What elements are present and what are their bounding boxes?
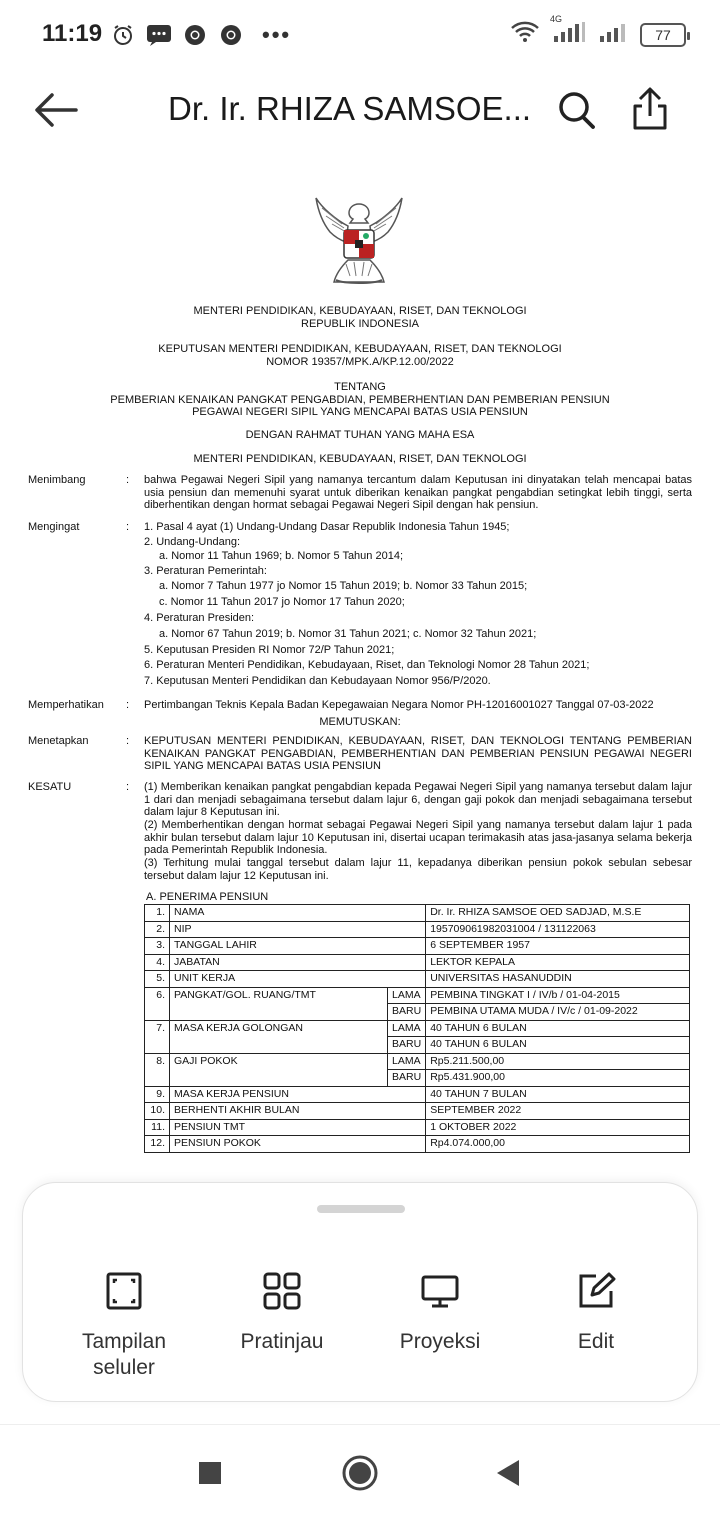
triangle-back-icon xyxy=(494,1458,522,1488)
subject-line-2: PEGAWAI NEGERI SIPIL YANG MENCAPAI BATAS USIA PENSIUN xyxy=(192,406,528,418)
row-value: SEPTEMBER 2022 xyxy=(426,1103,690,1120)
table-row xyxy=(145,1136,690,1153)
edit-icon xyxy=(576,1271,616,1311)
minister-line: MENTERI PENDIDIKAN, KEBUDAYAAN, RISET, DAN TEKNOLOGI xyxy=(193,453,527,465)
pension-recipient-table xyxy=(144,904,690,1153)
home-button[interactable] xyxy=(340,1453,380,1493)
mengingat-label: Mengingat xyxy=(28,521,80,533)
table-row xyxy=(145,1086,690,1103)
row-value: LEKTOR KEPALA xyxy=(426,954,690,971)
mobile-view-button[interactable] xyxy=(49,1271,199,1381)
colon: : xyxy=(126,699,130,711)
table-row xyxy=(145,1020,690,1037)
status-bar xyxy=(0,0,720,68)
share-icon xyxy=(630,86,670,132)
back-nav-button[interactable] xyxy=(488,1453,528,1493)
search-button[interactable] xyxy=(556,88,598,132)
battery-icon: 77 xyxy=(640,23,686,47)
row-value: 1 OKTOBER 2022 xyxy=(426,1119,690,1136)
row-value: Rp5.211.500,00 xyxy=(426,1053,690,1070)
colon: : xyxy=(126,474,130,486)
projection-button[interactable] xyxy=(365,1271,515,1355)
mengingat-subitem: c. Nomor 11 Tahun 2017 jo Nomor 17 Tahun 2020; xyxy=(159,596,405,608)
row-sublabel: BARU xyxy=(388,1070,426,1087)
mengingat-item: 6. Peraturan Menteri Pendidikan, Kebudayaan, Riset, dan Teknologi Nomor 28 Tahun 2021; xyxy=(144,659,590,671)
network-type: 4G xyxy=(550,14,563,24)
document-title: Dr. Ir. RHIZA SAMSOE... xyxy=(168,90,532,127)
sheet-drag-handle[interactable] xyxy=(317,1205,405,1213)
row-number: 3. xyxy=(145,938,170,955)
table-row xyxy=(145,921,690,938)
memperhatikan-label: Memperhatikan xyxy=(28,699,104,711)
edit-label: Edit xyxy=(577,1330,615,1353)
grid-preview-icon xyxy=(262,1271,302,1311)
decision-number: NOMOR 19357/MPK.A/KP.12.00/2022 xyxy=(266,356,454,368)
kesatu-item: (2) Memberhentikan dengan hormat sebagai Pegawai Negeri Sipil yang namanya tersebut dalam lajur 1 pada akhir bulan tersebut dalam lajur 10 Keputusan ini, disertai ucapan terimakasih atas jasa-jasanya selama bekerja pada Pemerintah Republik Indonesia. xyxy=(144,819,692,856)
share-button[interactable] xyxy=(630,86,670,132)
row-value: 195709061982031004 / 131122063 xyxy=(426,921,690,938)
system-icons xyxy=(510,14,686,49)
row-number: 10. xyxy=(145,1103,170,1120)
chrome-icon xyxy=(218,22,244,48)
row-number: 2. xyxy=(145,921,170,938)
table-row xyxy=(145,1103,690,1120)
colon: : xyxy=(126,521,130,533)
projection-label: Proyeksi xyxy=(399,1330,481,1353)
row-label: MASA KERJA GOLONGAN xyxy=(170,1020,388,1053)
row-label: GAJI POKOK xyxy=(170,1053,388,1086)
table-row xyxy=(145,954,690,971)
row-value: Rp4.074.000,00 xyxy=(426,1136,690,1153)
kesatu-item: (3) Terhitung mulai tanggal tersebut dalam lajur 11, kepadanya diberikan pensiun pokok sebulan sebesar tersebut dalam lajur 12 Keputusan ini. xyxy=(144,857,692,882)
preview-label: Pratinjau xyxy=(240,1330,324,1353)
row-number: 9. xyxy=(145,1086,170,1103)
colon: : xyxy=(126,735,130,747)
menetapkan-text: KEPUTUSAN MENTERI PENDIDIKAN, KEBUDAYAAN, RISET, DAN TEKNOLOGI TENTANG PEMBERIAN KENAIKAN PANGKAT PENGABDIAN, PEMBERHENTIAN DAN PEMBERIAN PENSIUN PEGAWAI NEGERI SIPIL YANG MENCAPAI BATAS USIA PENSIUN xyxy=(144,735,692,772)
menimbang-label: Menimbang xyxy=(28,474,86,486)
table-row xyxy=(145,971,690,988)
row-number: 4. xyxy=(145,954,170,971)
square-icon xyxy=(198,1461,222,1485)
row-label: UNIT KERJA xyxy=(170,971,426,988)
notification-icons xyxy=(110,22,291,48)
row-value: 40 TAHUN 6 BULAN xyxy=(426,1037,690,1054)
row-number: 6. xyxy=(145,987,170,1020)
table-row xyxy=(145,938,690,955)
kesatu-label: KESATU xyxy=(28,781,72,793)
mengingat-item: 1. Pasal 4 ayat (1) Undang-Undang Dasar Republik Indonesia Tahun 1945; xyxy=(144,521,510,533)
row-value: 40 TAHUN 7 BULAN xyxy=(426,1086,690,1103)
mengingat-item: 4. Peraturan Presiden: xyxy=(144,612,255,624)
doc-heading-1: MENTERI PENDIDIKAN, KEBUDAYAAN, RISET, DAN TEKNOLOGI xyxy=(193,305,527,317)
mengingat-item: 7. Keputusan Menteri Pendidikan dan Kebudayaan Nomor 956/P/2020. xyxy=(144,675,491,687)
chrome-icon xyxy=(182,22,208,48)
edit-button[interactable] xyxy=(521,1271,671,1355)
mengingat-item: 3. Peraturan Pemerintah: xyxy=(144,565,267,577)
table-row xyxy=(145,905,690,922)
row-label: PANGKAT/GOL. RUANG/TMT xyxy=(170,987,388,1020)
doc-heading-2: REPUBLIK INDONESIA xyxy=(301,318,419,330)
row-label: NIP xyxy=(170,921,426,938)
row-label: BERHENTI AKHIR BULAN xyxy=(170,1103,426,1120)
row-value: 6 SEPTEMBER 1957 xyxy=(426,938,690,955)
table-title: A. PENERIMA PENSIUN xyxy=(146,891,269,903)
signal-4g-icon xyxy=(550,14,588,49)
colon: : xyxy=(126,781,130,793)
row-number: 1. xyxy=(145,905,170,922)
row-label: PENSIUN TMT xyxy=(170,1119,426,1136)
row-sublabel: BARU xyxy=(388,1037,426,1054)
menetapkan-label: Menetapkan xyxy=(28,735,89,747)
row-number: 7. xyxy=(145,1020,170,1053)
mengingat-subitem: a. Nomor 67 Tahun 2019; b. Nomor 31 Tahun 2021; c. Nomor 32 Tahun 2021; xyxy=(159,628,537,640)
monitor-icon xyxy=(420,1271,460,1311)
table-row xyxy=(145,1119,690,1136)
row-value: 40 TAHUN 6 BULAN xyxy=(426,1020,690,1037)
row-value: PEMBINA TINGKAT I / IV/b / 01-04-2015 xyxy=(426,987,690,1004)
status-time: 11:19 xyxy=(42,20,103,47)
row-value: UNIVERSITAS HASANUDDIN xyxy=(426,971,690,988)
subject-line-1: PEMBERIAN KENAIKAN PANGKAT PENGABDIAN, PEMBERHENTIAN DAN PEMBERIAN PENSIUN xyxy=(110,394,610,406)
row-number: 12. xyxy=(145,1136,170,1153)
row-sublabel: LAMA xyxy=(388,1020,426,1037)
row-sublabel: LAMA xyxy=(388,1053,426,1070)
row-value: Dr. Ir. RHIZA SAMSOE OED SADJAD, M.S.E xyxy=(426,905,690,922)
back-button[interactable] xyxy=(30,88,80,132)
system-nav-bar xyxy=(0,1424,720,1520)
row-number: 11. xyxy=(145,1119,170,1136)
memutuskan-label: MEMUTUSKAN: xyxy=(319,716,401,728)
row-value: Rp5.431.900,00 xyxy=(426,1070,690,1087)
row-label: MASA KERJA PENSIUN xyxy=(170,1086,426,1103)
table-row xyxy=(145,987,690,1004)
row-label: PENSIUN POKOK xyxy=(170,1136,426,1153)
mengingat-subitem: a. Nomor 7 Tahun 1977 jo Nomor 15 Tahun 2019; b. Nomor 33 Tahun 2015; xyxy=(159,580,528,592)
kesatu-item: (1) Memberikan kenaikan pangkat pengabdian kepada Pegawai Negeri Sipil yang namanya tersebut dalam lajur 1 dari dan menjadi sebagaimana tersebut dalam lajur 6, dengan gaji pokok dan menjadi sebagaimana tersebut dalam lajur 8 Keputusan ini. xyxy=(144,781,692,818)
signal-icon xyxy=(598,20,630,49)
arrow-left-icon xyxy=(30,88,80,132)
table-row xyxy=(145,1053,690,1070)
wifi-icon xyxy=(510,20,540,49)
app-header xyxy=(0,68,720,158)
row-value: PEMBINA UTAMA MUDA / IV/c / 01-09-2022 xyxy=(426,1004,690,1021)
alarm-icon xyxy=(110,22,136,48)
document-page[interactable] xyxy=(0,185,720,1185)
row-label: NAMA xyxy=(170,905,426,922)
mengingat-subitem: a. Nomor 11 Tahun 1969; b. Nomor 5 Tahun 2014; xyxy=(159,550,403,562)
bottom-sheet xyxy=(22,1182,698,1402)
mengingat-item: 5. Keputusan Presiden RI Nomor 72/P Tahun 2021; xyxy=(144,644,395,656)
more-notifications-icon: ••• xyxy=(262,22,292,47)
home-circle-icon xyxy=(341,1454,379,1492)
search-icon xyxy=(556,88,598,132)
row-sublabel: LAMA xyxy=(388,987,426,1004)
memperhatikan-text: Pertimbangan Teknis Kepala Badan Kepegawaian Negara Nomor PH-12016001027 Tanggal 07-03-2022 xyxy=(144,699,654,711)
tentang-label: TENTANG xyxy=(334,381,386,393)
decision-title: KEPUTUSAN MENTERI PENDIDIKAN, KEBUDAYAAN, RISET, DAN TEKNOLOGI xyxy=(158,343,562,355)
recents-button[interactable] xyxy=(190,1453,230,1493)
blessing-line: DENGAN RAHMAT TUHAN YANG MAHA ESA xyxy=(245,429,475,441)
preview-button[interactable] xyxy=(207,1271,357,1355)
mobile-view-label: Tampilan seluler xyxy=(81,1330,167,1379)
row-label: TANGGAL LAHIR xyxy=(170,938,426,955)
row-label: JABATAN xyxy=(170,954,426,971)
row-sublabel: BARU xyxy=(388,1004,426,1021)
mengingat-item: 2. Undang-Undang: xyxy=(144,536,241,548)
row-number: 5. xyxy=(145,971,170,988)
row-number: 8. xyxy=(145,1053,170,1086)
garuda-emblem xyxy=(308,190,410,292)
message-icon xyxy=(146,22,172,48)
menimbang-text: bahwa Pegawai Negeri Sipil yang namanya tercantum dalam Keputusan ini dinyatakan telah mencapai batas usia pensiun dan memenuhi syarat untuk diberikan kenaikan pangkat pengabdian setingkat lebih tinggi, serta diberhentikan dengan hormat sebagai Pegawai Negeri Sipil dengan hak pensiun. xyxy=(144,474,692,511)
mobile-view-icon xyxy=(104,1271,144,1311)
